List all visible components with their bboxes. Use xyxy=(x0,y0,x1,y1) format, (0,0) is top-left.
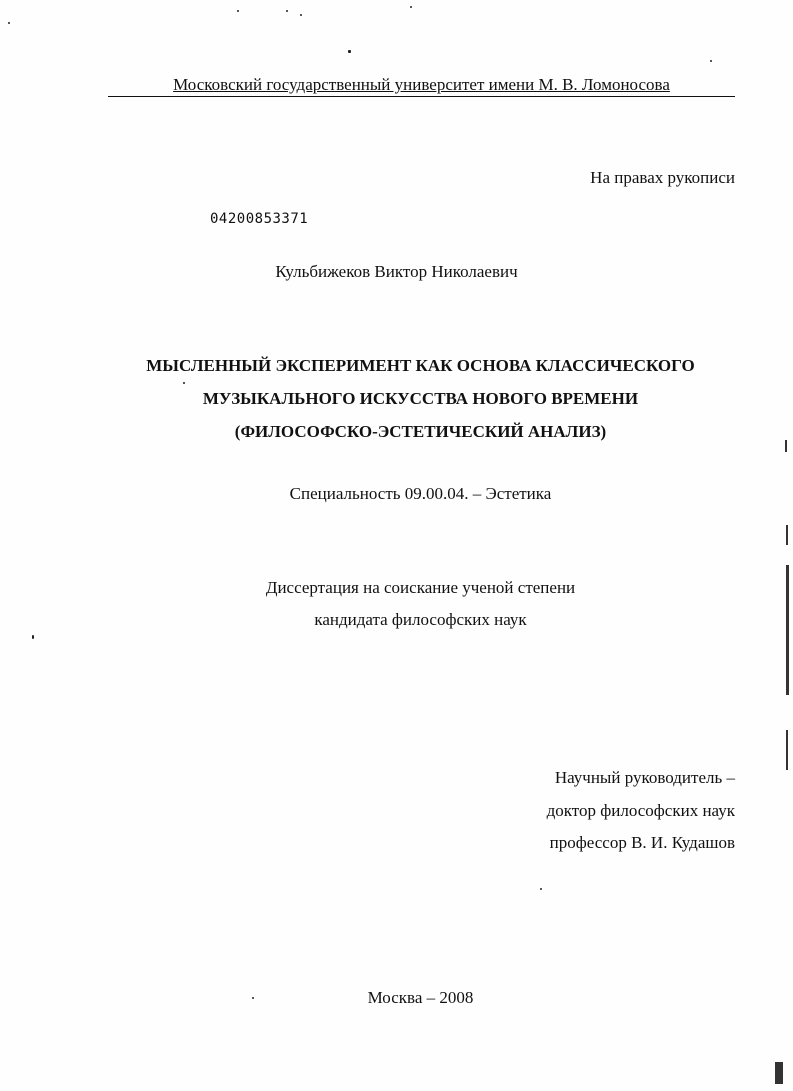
scan-speck xyxy=(8,22,10,24)
specialty: Специальность 09.00.04. – Эстетика xyxy=(289,484,552,503)
supervisor-line-2: доктор философских наук xyxy=(546,801,735,820)
catalog-code: 04200853371 xyxy=(210,211,309,227)
scan-edge-mark xyxy=(786,565,789,695)
scan-speck xyxy=(410,6,412,8)
scan-edge-mark xyxy=(786,525,788,545)
scan-speck xyxy=(710,60,712,62)
supervisor-line-1: Научный руководитель – xyxy=(554,768,735,787)
scan-edge-mark xyxy=(785,440,787,452)
scan-edge-mark xyxy=(786,730,788,770)
scan-speck xyxy=(540,888,542,890)
author-name: Кульбижеков Виктор Николаевич xyxy=(275,262,518,281)
scan-speck xyxy=(252,997,254,999)
scan-speck xyxy=(286,10,288,12)
manuscript-note: На правах рукописи xyxy=(590,168,735,187)
title-line-3: (ФИЛОСОФСКО-ЭСТЕТИЧЕСКИЙ АНАЛИЗ) xyxy=(234,422,607,441)
scan-edge-mark xyxy=(775,1062,783,1084)
dissertation-line-1: Диссертация на соискание ученой степени xyxy=(265,578,576,597)
scan-speck xyxy=(300,14,302,16)
university-name: Московский государственный университет имени М. В. Ломоносова xyxy=(173,75,670,94)
scan-speck xyxy=(237,10,239,12)
scan-speck xyxy=(183,382,185,384)
city-year: Москва – 2008 xyxy=(367,988,474,1007)
dissertation-line-2: кандидата философских наук xyxy=(314,610,527,629)
title-line-2: МУЗЫКАЛЬНОГО ИСКУССТВА НОВОГО ВРЕМЕНИ xyxy=(202,389,639,408)
university-header xyxy=(108,75,735,97)
scan-speck xyxy=(32,635,34,639)
supervisor-line-3: профессор В. И. Кудашов xyxy=(549,833,735,852)
title-line-1: МЫСЛЕННЫЙ ЭКСПЕРИМЕНТ КАК ОСНОВА КЛАССИЧЕСКОГО xyxy=(146,356,695,375)
scan-speck xyxy=(348,50,351,53)
